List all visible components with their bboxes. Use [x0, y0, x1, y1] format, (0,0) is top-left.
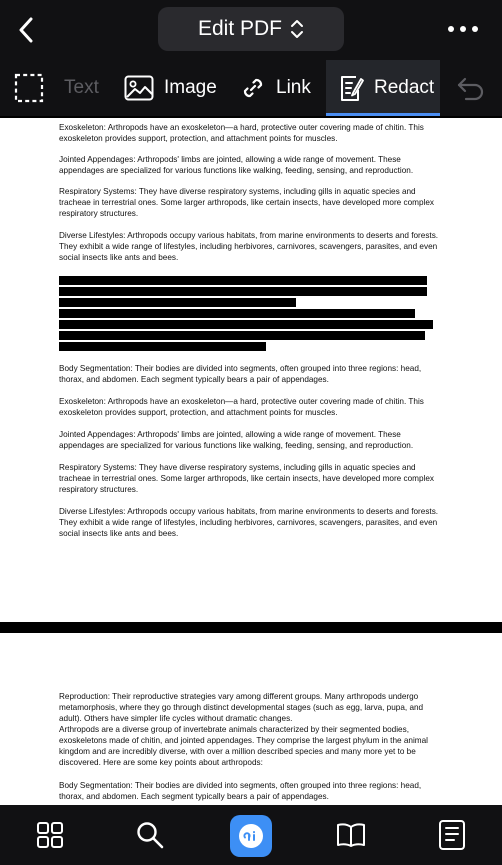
- pages-grid-button[interactable]: [30, 815, 70, 855]
- paragraph: Respiratory Systems: They have diverse respiratory systems, including gills in aquatic species and tracheae in terrestrial ones. Some larger arthropods, like certain insects, have developed more complex respiratory structures.: [59, 463, 434, 494]
- select-tool-button[interactable]: [14, 60, 44, 116]
- document-outline-button[interactable]: [432, 815, 472, 855]
- redaction-bar: [59, 276, 427, 285]
- paragraph: Exoskeleton: Arthropods have an exoskeleton—a hard, protective outer covering made of chitin. This exoskeleton provides support, protection, and attachment points for muscles.: [59, 397, 424, 417]
- link-tool-label: Link: [276, 77, 311, 98]
- redact-icon: [338, 73, 364, 103]
- page-title: Edit PDF: [197, 17, 283, 40]
- redaction-bar: [59, 309, 415, 318]
- image-tool-button[interactable]: [124, 60, 217, 116]
- pdf-page-2[interactable]: [0, 633, 502, 805]
- redaction-bar: [59, 342, 266, 351]
- text-tool-label: Text: [64, 77, 99, 98]
- more-button[interactable]: [448, 18, 478, 40]
- link-tool-button[interactable]: [240, 60, 311, 116]
- paragraph: Jointed Appendages: Arthropods' limbs are jointed, allowing a wide range of movement. These appendages are specialized for various functions like walking, feeding, sensing, and reproduction.: [59, 430, 414, 450]
- pdf-page-1[interactable]: [0, 118, 502, 622]
- redaction-bar: [59, 298, 296, 307]
- bottom-bar: [0, 805, 502, 865]
- undo-button[interactable]: [456, 60, 486, 116]
- redact-tool-button[interactable]: [326, 60, 440, 116]
- chevron-left-icon: [18, 17, 34, 43]
- paragraph: Diverse Lifestyles: Arthropods occupy various habitats, from marine environments to deserts and forests. They exhibit a wide range of lifestyles, including herbivores, carnivores, scavengers, parasites, and even social insects like ants and bees.: [59, 231, 439, 262]
- ellipsis-icon: [448, 26, 454, 32]
- paragraph: Reproduction: Their reproductive strategies vary among different groups. Many arthropods undergo metamorphosis, where they go through distinct developmental stages (such as egg, larva, pupa, and adult). Others have simpler life cycles without dramatic changes.: [59, 692, 424, 723]
- edit-toolbar: [0, 60, 502, 116]
- back-button[interactable]: [18, 12, 58, 48]
- paragraph: Body Segmentation: Their bodies are divided into segments, often grouped into three regions: head, thorax, and abdomen. Each segment typically bears a pair of appendages.: [59, 364, 422, 384]
- ai-icon: [236, 821, 266, 851]
- link-icon: [240, 75, 266, 101]
- paragraph: Diverse Lifestyles: Arthropods occupy various habitats, from marine environments to deserts and forests. They exhibit a wide range of lifestyles, including herbivores, carnivores, scavengers, parasites, and even social insects like ants and bees.: [59, 507, 439, 538]
- grid-icon: [36, 821, 64, 849]
- redact-tool-label: Redact: [374, 77, 435, 98]
- text-tool-button[interactable]: [64, 60, 99, 116]
- redaction-bar: [59, 287, 427, 296]
- undo-icon: [456, 74, 486, 102]
- image-tool-label: Image: [164, 77, 217, 98]
- reading-mode-button[interactable]: [331, 815, 371, 855]
- search-icon: [135, 820, 165, 850]
- book-icon: [335, 821, 367, 849]
- redaction-bar: [59, 320, 433, 329]
- paragraph: Respiratory Systems: They have diverse respiratory systems, including gills in aquatic species and tracheae in terrestrial ones. Some larger arthropods, like certain insects, have developed more complex respiratory structures.: [59, 187, 434, 218]
- dashed-selection-icon: [14, 73, 44, 103]
- paragraph: Exoskeleton: Arthropods have an exoskeleton—a hard, protective outer covering made of chitin. This exoskeleton provides support, protection, and attachment points for muscles.: [59, 123, 424, 143]
- top-bar: [0, 0, 502, 60]
- document-mode-selector[interactable]: [158, 7, 344, 51]
- redaction-bar: [59, 331, 425, 340]
- up-down-chevron-icon: [290, 19, 304, 39]
- search-button[interactable]: [130, 815, 170, 855]
- image-icon: [124, 75, 154, 101]
- paragraph: Body Segmentation: Their bodies are divided into segments, often grouped into three regions: head, thorax, and abdomen. Each segment typically bears a pair of appendages.: [59, 781, 422, 801]
- ai-assistant-button[interactable]: [230, 815, 272, 857]
- paragraph: Jointed Appendages: Arthropods' limbs are jointed, allowing a wide range of movement. These appendages are specialized for various functions like walking, feeding, sensing, and reproduction.: [59, 155, 414, 175]
- list-icon: [438, 819, 466, 851]
- paragraph: Arthropods are a diverse group of invertebrate animals characterized by their segmented bodies, exoskeletons made of chitin, and jointed appendages. They comprise the largest phylum in the animal kingdom and are incredibly diverse, with over a million described species and many more yet to be discovered. Here are some key points about arthropods:: [59, 725, 428, 767]
